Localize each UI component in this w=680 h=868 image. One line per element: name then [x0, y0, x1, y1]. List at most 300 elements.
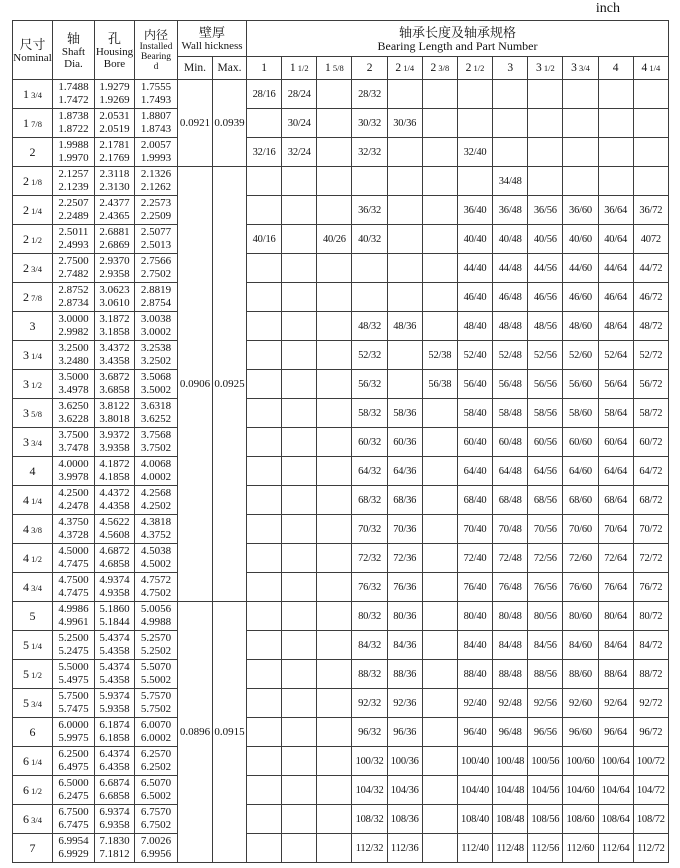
part-number-cell: 58/60: [563, 399, 598, 428]
part-number-cell: 72/64: [598, 544, 633, 573]
fraction: 3/4: [29, 582, 42, 593]
part-number-cell: 96/64: [598, 718, 633, 747]
shaft-dia-value: [53, 573, 95, 602]
part-number-cell: 28/32: [352, 80, 387, 109]
shaft-dia-value: [53, 718, 95, 747]
part-number-cell: [387, 225, 422, 254]
value-line: 2.9358: [99, 268, 130, 280]
housing-bore-value: [95, 660, 135, 689]
fraction: 1/2: [295, 63, 309, 73]
row-nominal: 2 1/8: [13, 167, 53, 196]
fraction: 7/8: [29, 118, 42, 129]
table-row: [13, 399, 669, 428]
part-number-cell: 46/72: [633, 283, 668, 312]
shaft-dia-value: [53, 631, 95, 660]
part-number-cell: 56/56: [528, 370, 563, 399]
part-number-cell: 48/64: [598, 312, 633, 341]
housing-bore-value: [95, 776, 135, 805]
value-line: 6.9954: [58, 834, 89, 847]
part-number-cell: [247, 254, 282, 283]
column-header-bearing-length: [247, 21, 669, 57]
fraction: 3/4: [29, 814, 42, 825]
column-header-max: Max.: [213, 57, 247, 80]
fraction: 1/2: [541, 63, 555, 73]
part-number-cell: 96/40: [457, 718, 492, 747]
part-number-cell: [387, 196, 422, 225]
part-number-cell: [387, 370, 422, 399]
value-line: 1.8738: [58, 109, 89, 122]
value-line: 4.3752: [140, 529, 172, 541]
value-line: 3.6318: [140, 399, 172, 412]
table-row: [13, 196, 669, 225]
value-line: 5.2475: [58, 645, 89, 657]
value-line: 1.9970: [58, 152, 89, 164]
value-line: 5.1860: [99, 602, 130, 615]
bearing-dimension-table: [12, 20, 669, 863]
part-number-cell: 60/72: [633, 428, 668, 457]
value-line: 2.1769: [99, 152, 130, 164]
value-line: 5.4358: [99, 645, 130, 657]
shaft-label-cn: 轴: [66, 30, 80, 46]
value-line: 3.4358: [99, 355, 130, 367]
part-number-cell: [282, 196, 317, 225]
housing-bore-value: [95, 80, 135, 109]
part-number-cell: 80/36: [387, 602, 422, 631]
part-number-cell: [528, 80, 563, 109]
column-header-size: 3 1/2: [528, 57, 563, 80]
part-number-cell: [422, 689, 457, 718]
housing-bore-value: [95, 544, 135, 573]
value-line: 4.1872: [99, 457, 130, 470]
shaft-dia-value: [53, 457, 95, 486]
shaft-label-en1: Shaft: [61, 45, 86, 58]
part-number-cell: [317, 80, 352, 109]
housing-bore-value: [95, 341, 135, 370]
value-line: 6.2502: [140, 761, 172, 773]
part-number-cell: 108/56: [528, 805, 563, 834]
column-header-size: 3 3/4: [563, 57, 598, 80]
wall-max-value: 0.0925: [213, 167, 247, 602]
value-line: 4.5038: [140, 544, 172, 557]
table-row: [13, 312, 669, 341]
value-line: 5.9374: [99, 689, 130, 702]
part-number-cell: [317, 283, 352, 312]
shaft-dia-value: [53, 109, 95, 138]
part-number-cell: 64/64: [598, 457, 633, 486]
part-number-cell: 58/32: [352, 399, 387, 428]
value-line: 3.9978: [58, 471, 89, 483]
part-number-cell: [387, 138, 422, 167]
part-number-cell: 104/60: [563, 776, 598, 805]
part-number-cell: 88/64: [598, 660, 633, 689]
fraction: 1/4: [29, 350, 42, 361]
part-number-cell: [633, 80, 668, 109]
part-number-cell: 108/60: [563, 805, 598, 834]
part-number-cell: 58/36: [387, 399, 422, 428]
part-number-cell: 68/60: [563, 486, 598, 515]
value-line: 1.7493: [140, 94, 172, 106]
table-row: [13, 109, 669, 138]
part-number-cell: 72/48: [493, 544, 528, 573]
part-number-cell: [317, 573, 352, 602]
part-number-cell: [317, 167, 352, 196]
installed-bearing-value: [135, 254, 178, 283]
table-row: [13, 138, 669, 167]
value-line: 3.4978: [58, 384, 89, 396]
part-number-cell: [282, 515, 317, 544]
value-line: 5.2502: [140, 645, 172, 657]
table-row: [13, 283, 669, 312]
part-number-cell: [317, 718, 352, 747]
table-row: [13, 834, 669, 863]
installed-bearing-value: [135, 196, 178, 225]
table-row: [13, 457, 669, 486]
installed-bearing-value: [135, 544, 178, 573]
shaft-dia-value: [53, 399, 95, 428]
part-number-cell: 104/64: [598, 776, 633, 805]
part-number-cell: [282, 167, 317, 196]
part-number-cell: 46/60: [563, 283, 598, 312]
column-header-size: 3: [493, 57, 528, 80]
part-number-cell: 40/40: [457, 225, 492, 254]
value-line: 3.0623: [99, 283, 130, 296]
value-line: 6.0070: [140, 718, 172, 731]
part-number-cell: 64/48: [493, 457, 528, 486]
part-number-cell: 44/40: [457, 254, 492, 283]
value-line: 6.6858: [99, 790, 130, 802]
value-line: 4.7475: [58, 587, 89, 599]
part-number-cell: [282, 341, 317, 370]
part-number-cell: [317, 457, 352, 486]
part-number-cell: 44/48: [493, 254, 528, 283]
part-number-cell: [422, 283, 457, 312]
part-number-cell: [282, 776, 317, 805]
value-line: 2.5077: [140, 225, 172, 238]
wall-label-cn: 壁厚: [199, 25, 226, 40]
part-number-cell: 96/32: [352, 718, 387, 747]
fraction: 1/2: [29, 234, 42, 245]
installed-label-en1: Installed: [139, 42, 173, 52]
part-number-cell: [422, 805, 457, 834]
table-body: [13, 80, 669, 863]
part-number-cell: 58/40: [457, 399, 492, 428]
part-number-cell: [247, 515, 282, 544]
value-line: 6.9929: [58, 848, 89, 860]
part-number-cell: 88/40: [457, 660, 492, 689]
part-number-cell: [528, 138, 563, 167]
fraction: 3/4: [29, 263, 42, 274]
value-line: 3.1872: [99, 312, 130, 325]
value-line: 4.9961: [58, 616, 89, 628]
value-line: 4.5002: [140, 558, 172, 570]
value-line: 4.6858: [99, 558, 130, 570]
column-header-size: 2 1/4: [387, 57, 422, 80]
part-number-cell: 4072: [633, 225, 668, 254]
part-number-cell: [387, 341, 422, 370]
value-line: 3.5068: [140, 370, 172, 383]
value-line: 3.0000: [58, 312, 89, 325]
part-number-cell: 92/64: [598, 689, 633, 718]
housing-bore-value: [95, 689, 135, 718]
part-number-cell: 96/60: [563, 718, 598, 747]
value-line: 2.1257: [58, 167, 89, 180]
part-number-cell: [317, 109, 352, 138]
value-line: 6.0002: [140, 732, 172, 744]
value-line: 3.9372: [99, 428, 130, 441]
part-number-cell: [422, 776, 457, 805]
value-line: 6.7570: [140, 805, 172, 818]
part-number-cell: 52/56: [528, 341, 563, 370]
part-number-cell: 58/48: [493, 399, 528, 428]
installed-bearing-value: [135, 602, 178, 631]
fraction: 1/2: [29, 669, 42, 680]
row-nominal: 2: [13, 138, 53, 167]
part-number-cell: [247, 341, 282, 370]
value-line: 2.8734: [58, 297, 89, 309]
part-number-cell: [282, 573, 317, 602]
part-number-cell: 72/56: [528, 544, 563, 573]
column-header-min: Min.: [178, 57, 213, 80]
row-nominal: 2 1/2: [13, 225, 53, 254]
part-number-cell: 46/48: [493, 283, 528, 312]
part-number-cell: 88/48: [493, 660, 528, 689]
part-number-cell: 56/32: [352, 370, 387, 399]
bearing-label-cn: 轴承长度及轴承规格: [398, 25, 516, 40]
part-number-cell: 40/64: [598, 225, 633, 254]
fraction: 1/8: [29, 176, 42, 187]
part-number-cell: [282, 602, 317, 631]
fraction: 1/2: [29, 379, 42, 390]
nominal-label-cn: 尺寸: [19, 36, 46, 52]
part-number-cell: 88/32: [352, 660, 387, 689]
value-line: 1.7472: [58, 94, 89, 106]
part-number-cell: 36/72: [633, 196, 668, 225]
part-number-cell: 100/60: [563, 747, 598, 776]
row-nominal: 6 3/4: [13, 805, 53, 834]
row-nominal: 6 1/2: [13, 776, 53, 805]
installed-bearing-value: [135, 399, 178, 428]
value-line: 2.7482: [58, 268, 89, 280]
installed-bearing-value: [135, 747, 178, 776]
shaft-dia-value: [53, 689, 95, 718]
part-number-cell: 84/32: [352, 631, 387, 660]
part-number-cell: [282, 399, 317, 428]
part-number-cell: 104/48: [493, 776, 528, 805]
table-row: [13, 515, 669, 544]
part-number-cell: [422, 747, 457, 776]
part-number-cell: 84/56: [528, 631, 563, 660]
part-number-cell: 40/26: [317, 225, 352, 254]
part-number-cell: 60/40: [457, 428, 492, 457]
installed-bearing-value: [135, 283, 178, 312]
value-line: 7.1812: [99, 848, 130, 860]
value-line: 3.7502: [140, 442, 172, 454]
value-line: 5.4374: [99, 631, 130, 644]
value-line: 6.5070: [140, 776, 172, 789]
part-number-cell: 70/56: [528, 515, 563, 544]
part-number-cell: 104/32: [352, 776, 387, 805]
shaft-dia-value: [53, 370, 95, 399]
value-line: 7.1830: [99, 834, 130, 847]
part-number-cell: [247, 370, 282, 399]
value-line: 4.5622: [99, 515, 130, 528]
fraction: 1/4: [647, 63, 661, 73]
value-line: 2.4993: [58, 239, 89, 251]
part-number-cell: 40/48: [493, 225, 528, 254]
part-number-cell: 112/64: [598, 834, 633, 863]
housing-bore-value: [95, 602, 135, 631]
part-number-cell: [282, 747, 317, 776]
part-number-cell: [247, 718, 282, 747]
installed-bearing-value: [135, 457, 178, 486]
part-number-cell: 40/32: [352, 225, 387, 254]
fraction: 3/4: [576, 63, 590, 73]
part-number-cell: [563, 80, 598, 109]
part-number-cell: 58/72: [633, 399, 668, 428]
fraction: 3/4: [29, 89, 42, 100]
value-line: 2.7502: [140, 268, 172, 280]
column-header-size: 2 1/2: [457, 57, 492, 80]
value-line: 5.7500: [58, 689, 89, 702]
part-number-cell: [422, 515, 457, 544]
value-line: 4.1858: [99, 471, 130, 483]
row-nominal: 2 1/4: [13, 196, 53, 225]
value-line: 2.1781: [99, 138, 130, 151]
column-header-size: 1: [247, 57, 282, 80]
table-row: [13, 660, 669, 689]
table-row: [13, 254, 669, 283]
value-line: 3.8018: [99, 413, 130, 425]
part-number-cell: [317, 138, 352, 167]
part-number-cell: 92/72: [633, 689, 668, 718]
column-header-size: 4: [598, 57, 633, 80]
value-line: 4.2568: [140, 486, 172, 499]
part-number-cell: 68/36: [387, 486, 422, 515]
installed-bearing-value: [135, 805, 178, 834]
table-row: [13, 747, 669, 776]
part-number-cell: 28/16: [247, 80, 282, 109]
value-line: 6.4374: [99, 747, 130, 760]
fraction: 3/8: [29, 524, 42, 535]
part-number-cell: 60/56: [528, 428, 563, 457]
part-number-cell: [352, 254, 387, 283]
part-number-cell: [247, 544, 282, 573]
part-number-cell: [422, 573, 457, 602]
part-number-cell: [493, 109, 528, 138]
value-line: 4.5608: [99, 529, 130, 541]
value-line: 2.6869: [99, 239, 130, 251]
value-line: 2.2489: [58, 210, 89, 222]
column-header-housing-bore: [95, 21, 135, 80]
part-number-cell: 80/40: [457, 602, 492, 631]
value-line: 6.4975: [58, 761, 89, 773]
value-line: 3.0038: [140, 312, 172, 325]
value-line: 4.7475: [58, 558, 89, 570]
installed-bearing-value: [135, 486, 178, 515]
part-number-cell: [282, 486, 317, 515]
part-number-cell: 48/32: [352, 312, 387, 341]
part-number-cell: 108/40: [457, 805, 492, 834]
fraction: 1/2: [29, 785, 42, 796]
fraction: 3/4: [29, 698, 42, 709]
part-number-cell: [422, 312, 457, 341]
part-number-cell: [247, 573, 282, 602]
part-number-cell: 58/56: [528, 399, 563, 428]
housing-bore-value: [95, 225, 135, 254]
installed-bearing-value: [135, 109, 178, 138]
column-header-size: 2: [352, 57, 387, 80]
value-line: 2.9982: [58, 326, 89, 338]
shaft-dia-value: [53, 341, 95, 370]
part-number-cell: 30/32: [352, 109, 387, 138]
table-header: [13, 21, 669, 80]
part-number-cell: [247, 747, 282, 776]
part-number-cell: 76/40: [457, 573, 492, 602]
column-header-shaft-dia: [53, 21, 95, 80]
part-number-cell: 58/64: [598, 399, 633, 428]
value-line: 2.3118: [99, 167, 130, 180]
value-line: 3.2500: [58, 341, 89, 354]
installed-bearing-value: [135, 341, 178, 370]
row-nominal: 4: [13, 457, 53, 486]
fraction: 5/8: [330, 63, 344, 73]
value-line: 4.3728: [58, 529, 89, 541]
value-line: 3.8122: [99, 399, 130, 412]
part-number-cell: 48/60: [563, 312, 598, 341]
value-line: 5.5070: [140, 660, 172, 673]
part-number-cell: 100/40: [457, 747, 492, 776]
part-number-cell: [422, 660, 457, 689]
part-number-cell: 72/60: [563, 544, 598, 573]
value-line: 4.6872: [99, 544, 130, 557]
installed-bearing-value: [135, 776, 178, 805]
part-number-cell: [282, 283, 317, 312]
value-line: 3.1858: [99, 326, 130, 338]
row-nominal: 3 1/2: [13, 370, 53, 399]
part-number-cell: 64/36: [387, 457, 422, 486]
part-number-cell: [317, 486, 352, 515]
installed-bearing-value: [135, 573, 178, 602]
part-number-cell: 36/56: [528, 196, 563, 225]
value-line: 2.2507: [58, 196, 89, 209]
value-line: 5.4374: [99, 660, 130, 673]
part-number-cell: [457, 109, 492, 138]
part-number-cell: 84/36: [387, 631, 422, 660]
table-row: [13, 370, 669, 399]
part-number-cell: [598, 167, 633, 196]
row-nominal: 4 3/4: [13, 573, 53, 602]
housing-bore-value: [95, 283, 135, 312]
part-number-cell: [247, 689, 282, 718]
part-number-cell: 44/72: [633, 254, 668, 283]
part-number-cell: [633, 167, 668, 196]
part-number-cell: 60/64: [598, 428, 633, 457]
value-line: 2.0057: [140, 138, 172, 151]
value-line: 3.7568: [140, 428, 172, 441]
part-number-cell: 112/60: [563, 834, 598, 863]
part-number-cell: 52/48: [493, 341, 528, 370]
part-number-cell: 108/64: [598, 805, 633, 834]
part-number-cell: [282, 718, 317, 747]
value-line: 3.0610: [99, 297, 130, 309]
value-line: 1.7488: [58, 80, 89, 93]
part-number-cell: 48/72: [633, 312, 668, 341]
part-number-cell: 64/56: [528, 457, 563, 486]
row-nominal: 3: [13, 312, 53, 341]
part-number-cell: 68/40: [457, 486, 492, 515]
part-number-cell: 36/32: [352, 196, 387, 225]
housing-bore-value: [95, 515, 135, 544]
